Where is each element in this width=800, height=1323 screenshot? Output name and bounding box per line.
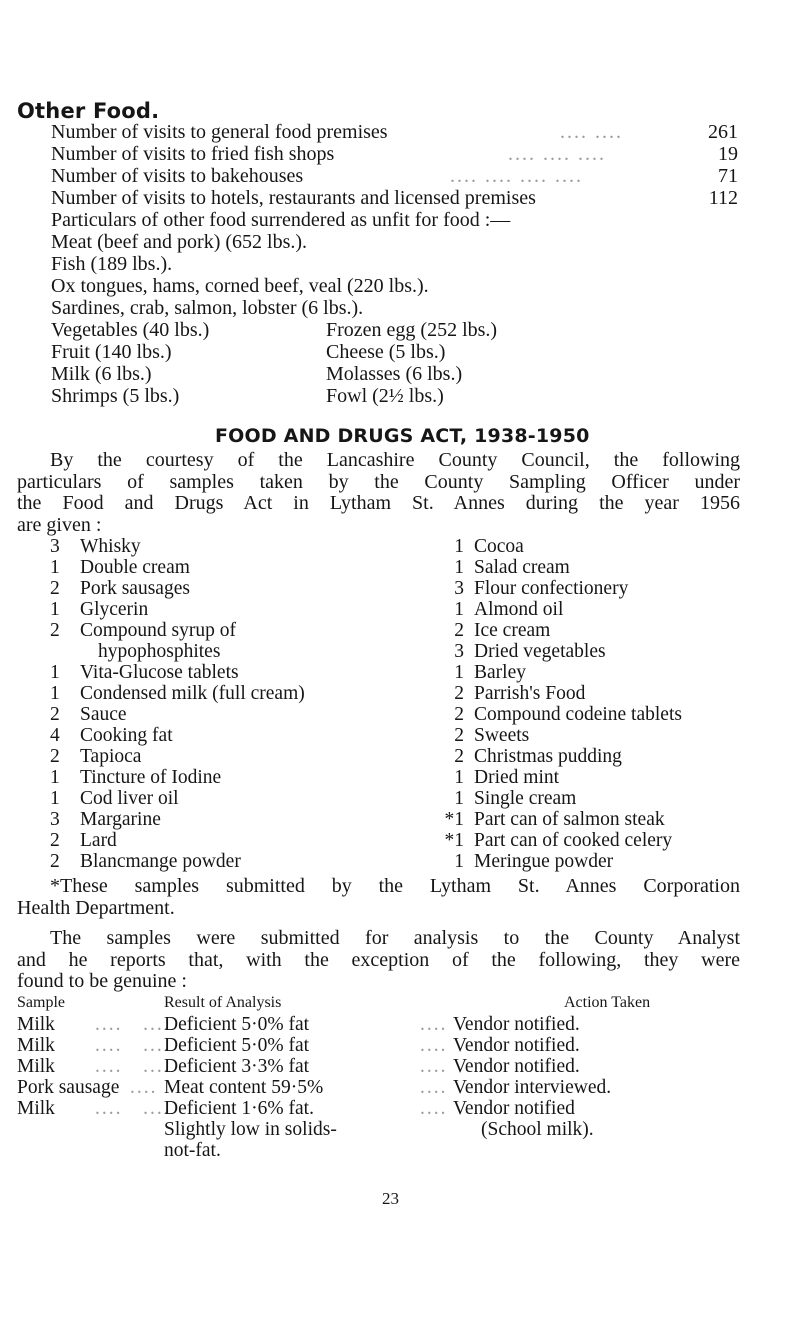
- samples-left-list: [50, 536, 305, 872]
- sample-item: 2 Blancmange powder: [50, 851, 241, 872]
- result-cell: Deficient 1·6% fat.: [164, 1098, 314, 1119]
- result-cell: Deficient 5·0% fat: [164, 1035, 310, 1056]
- sample-item: 1 Cod liver oil: [50, 788, 179, 809]
- surrendered-item: Ox tongues, hams, corned beef, veal (220 lbs.).: [51, 275, 429, 297]
- sample-item: 1 Meringue powder: [454, 851, 614, 872]
- sample-item: 2 Lard: [50, 830, 117, 851]
- sample-item: 4 Cooking fat: [50, 725, 173, 746]
- other-food-heading: Other Food.: [17, 99, 160, 123]
- leader-dots: .... .... .... ....: [450, 165, 583, 187]
- visits-fish-value: 19: [718, 143, 738, 165]
- sample-item: *1 Part can of salmon steak: [444, 809, 665, 830]
- action-cell: Vendor notified.: [453, 1056, 580, 1077]
- leader-dots: ....: [420, 1014, 448, 1035]
- surrendered-item: Sardines, crab, salmon, lobster (6 lbs.).: [51, 297, 364, 319]
- footnote-line: *These samples submitted by the Lytham St. Annes Corporation: [50, 875, 740, 897]
- surrendered-item-left: Milk (6 lbs.): [51, 363, 152, 385]
- intro-line: particulars of samples taken by the County Sampling Officer under: [17, 470, 740, 493]
- col-header-action: Action Taken: [564, 994, 651, 1011]
- sample-item: 2 Compound syrup of: [50, 620, 236, 641]
- surrendered-item: Meat (beef and pork) (652 lbs.).: [51, 231, 308, 253]
- surrendered-item-left: Vegetables (40 lbs.): [51, 319, 210, 341]
- sample-item: 2 Ice cream: [454, 620, 551, 641]
- result-cell: Deficient 3·3% fat: [164, 1056, 310, 1077]
- samples-right-list: [434, 536, 682, 872]
- leader-dots: .... ....: [95, 1098, 171, 1119]
- sample-item: 1 Barley: [454, 662, 526, 683]
- analysis-paragraph: [17, 928, 740, 993]
- sample-item: 2 Parrish's Food: [454, 683, 586, 704]
- sample-item: 3 Margarine: [50, 809, 161, 830]
- sample-item: *1 Part can of cooked celery: [444, 830, 673, 851]
- sample-item: 1 Vita-Glucose tablets: [50, 662, 239, 683]
- sample-item: 1 Condensed milk (full cream): [50, 683, 305, 704]
- sample-item: 3 Dried vegetables: [454, 641, 606, 662]
- surrendered-item-right: Cheese (5 lbs.): [326, 341, 446, 363]
- leader-dots: .... ....: [95, 1056, 171, 1077]
- leader-dots: .... .... ....: [508, 143, 606, 165]
- col-header-result: Result of Analysis: [164, 994, 282, 1011]
- sample-item: 1 Single cream: [454, 788, 577, 809]
- analysis-line: found to be genuine :: [17, 970, 187, 992]
- table-row: Milk: [17, 1014, 55, 1035]
- sample-item: 1 Tincture of Iodine: [50, 767, 222, 788]
- table-row: Milk: [17, 1035, 55, 1056]
- visits-fish-label: Number of visits to fried fish shops: [51, 143, 335, 165]
- sample-item: 1 Glycerin: [50, 599, 149, 620]
- sample-item: 2 Tapioca: [50, 746, 142, 767]
- surrendered-item-left: Shrimps (5 lbs.): [51, 385, 180, 407]
- sample-item: 1 Cocoa: [454, 536, 524, 557]
- visits-hotels-label: Number of visits to hotels, restaurants and licensed premises: [51, 187, 536, 209]
- surrendered-item-right: Molasses (6 lbs.): [326, 363, 463, 385]
- analysis-line: and he reports that, with the exception of the following, they were: [17, 948, 740, 971]
- sample-item: 2 Christmas pudding: [454, 746, 622, 767]
- visits-bakehouses-value: 71: [718, 165, 738, 187]
- visits-general-label: Number of visits to general food premises: [51, 121, 388, 143]
- sample-item: 2 Sauce: [50, 704, 127, 725]
- visits-bakehouses-label: Number of visits to bakehouses: [51, 165, 304, 187]
- sample-item: 2 Pork sausages: [50, 578, 190, 599]
- table-row: Pork sausage: [17, 1077, 120, 1098]
- analysis-line: The samples were submitted for analysis to the County Analyst: [50, 927, 740, 949]
- sample-item: 3 Flour confectionery: [454, 578, 629, 599]
- page-number: 23: [382, 1189, 399, 1208]
- visits-hotels-value: 112: [708, 187, 738, 209]
- col-header-sample: Sample: [17, 994, 65, 1011]
- sample-item: 1 Almond oil: [454, 599, 564, 620]
- sample-item: 2 Compound codeine tablets: [454, 704, 682, 725]
- action-cell: Vendor notified: [453, 1098, 575, 1119]
- action-cell: Vendor notified.: [453, 1035, 580, 1056]
- action-cell: Vendor interviewed.: [453, 1077, 612, 1098]
- visits-general-value: 261: [708, 121, 738, 143]
- footnote-line: Health Department.: [17, 896, 175, 919]
- intro-line: the Food and Drugs Act in Lytham St. Annes during the year 1956: [17, 492, 740, 514]
- sample-item: 2 Sweets: [454, 725, 530, 746]
- result-cell-continued: not-fat.: [164, 1140, 221, 1161]
- intro-line: By the courtesy of the Lancashire County Council, the following: [50, 449, 740, 471]
- footnote: [17, 876, 740, 919]
- leader-dots: ....: [420, 1035, 448, 1056]
- intro-line: are given :: [17, 513, 102, 536]
- leader-dots: ....: [130, 1077, 158, 1098]
- sample-item: 1 Salad cream: [454, 557, 570, 578]
- leader-dots: .... ....: [95, 1014, 171, 1035]
- leader-dots: ....: [420, 1056, 448, 1077]
- table-row: Milk: [17, 1056, 55, 1077]
- particulars-intro: Particulars of other food surrendered as unfit for food :—: [51, 209, 511, 231]
- result-cell: Meat content 59·5%: [164, 1077, 324, 1098]
- table-row: Milk: [17, 1098, 55, 1119]
- leader-dots: ....: [420, 1098, 448, 1119]
- action-cell: Vendor notified.: [453, 1014, 580, 1035]
- surrendered-item-left: Fruit (140 lbs.): [51, 341, 172, 363]
- sample-item: 3 Whisky: [50, 536, 141, 557]
- surrendered-item: Fish (189 lbs.).: [51, 253, 173, 275]
- leader-dots: ....: [420, 1077, 448, 1098]
- food-drugs-heading: FOOD AND DRUGS ACT, 1938-1950: [215, 425, 590, 447]
- food-drugs-intro: [17, 450, 740, 536]
- surrendered-item-right: Frozen egg (252 lbs.): [326, 319, 498, 341]
- result-cell-continued: Slightly low in solids-: [164, 1119, 337, 1140]
- sample-item: 1 Double cream: [50, 557, 190, 578]
- sample-item: 1 Dried mint: [454, 767, 560, 788]
- surrendered-item-right: Fowl (2½ lbs.): [326, 385, 444, 407]
- action-cell-continued: (School milk).: [481, 1119, 594, 1140]
- leader-dots: .... ....: [560, 121, 623, 143]
- sample-item: hypophosphites: [98, 641, 221, 662]
- leader-dots: .... ....: [95, 1035, 171, 1056]
- result-cell: Deficient 5·0% fat: [164, 1014, 310, 1035]
